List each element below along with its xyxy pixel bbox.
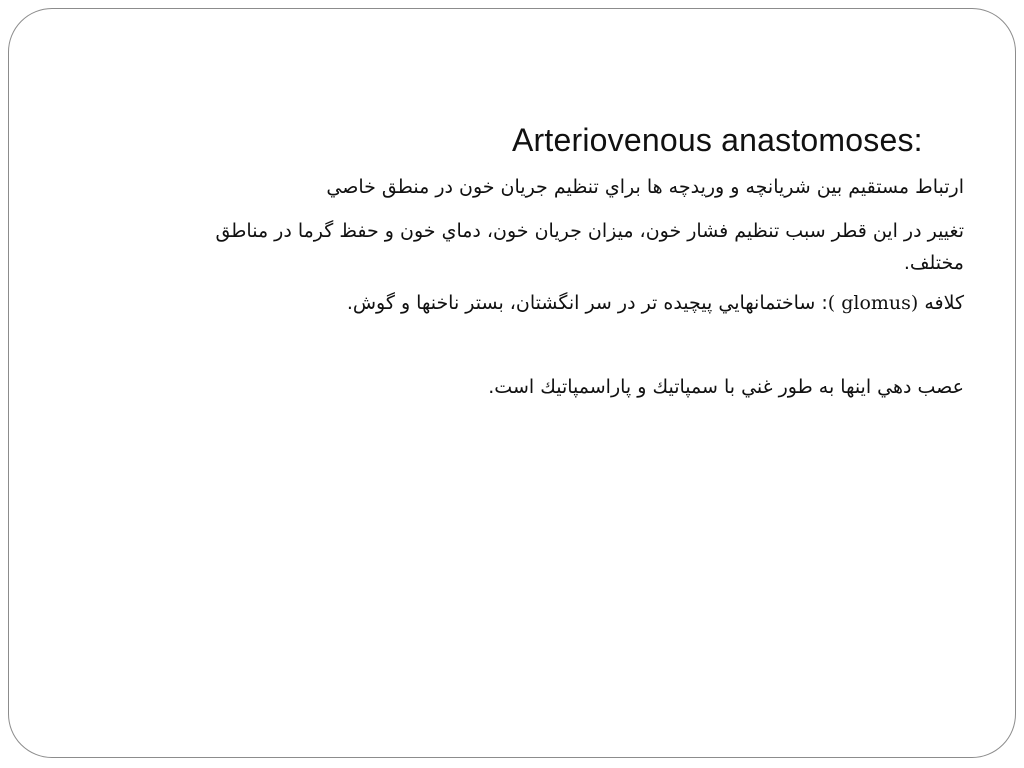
paragraph-function: تغيير در اين قطر سبب تنظيم فشار خون، ميزان جريان خون، دماي خون و حفظ گرما در مناطق مختلف. <box>215 220 964 274</box>
glomus-description: ساختمانهايي پيچيده تر در سر انگشتان، بستر ناخنها و گوش. <box>346 292 816 314</box>
glomus-label: كلافه <box>924 292 964 314</box>
slide-title: Arteriovenous anastomoses: <box>512 122 923 158</box>
paragraph-definition: ارتباط مستقيم بين شريانچه و وريدچه ها براي تنظيم جريان خون در منطق خاصي <box>326 176 964 198</box>
glomus-colon: : <box>815 292 828 314</box>
glomus-term: ( glomus) <box>827 292 919 314</box>
paragraph-innervation: عصب دهي اينها به طور غني با سمپاتيك و پاراسمپاتيك است. <box>488 376 964 398</box>
paragraph-glomus <box>204 288 964 318</box>
